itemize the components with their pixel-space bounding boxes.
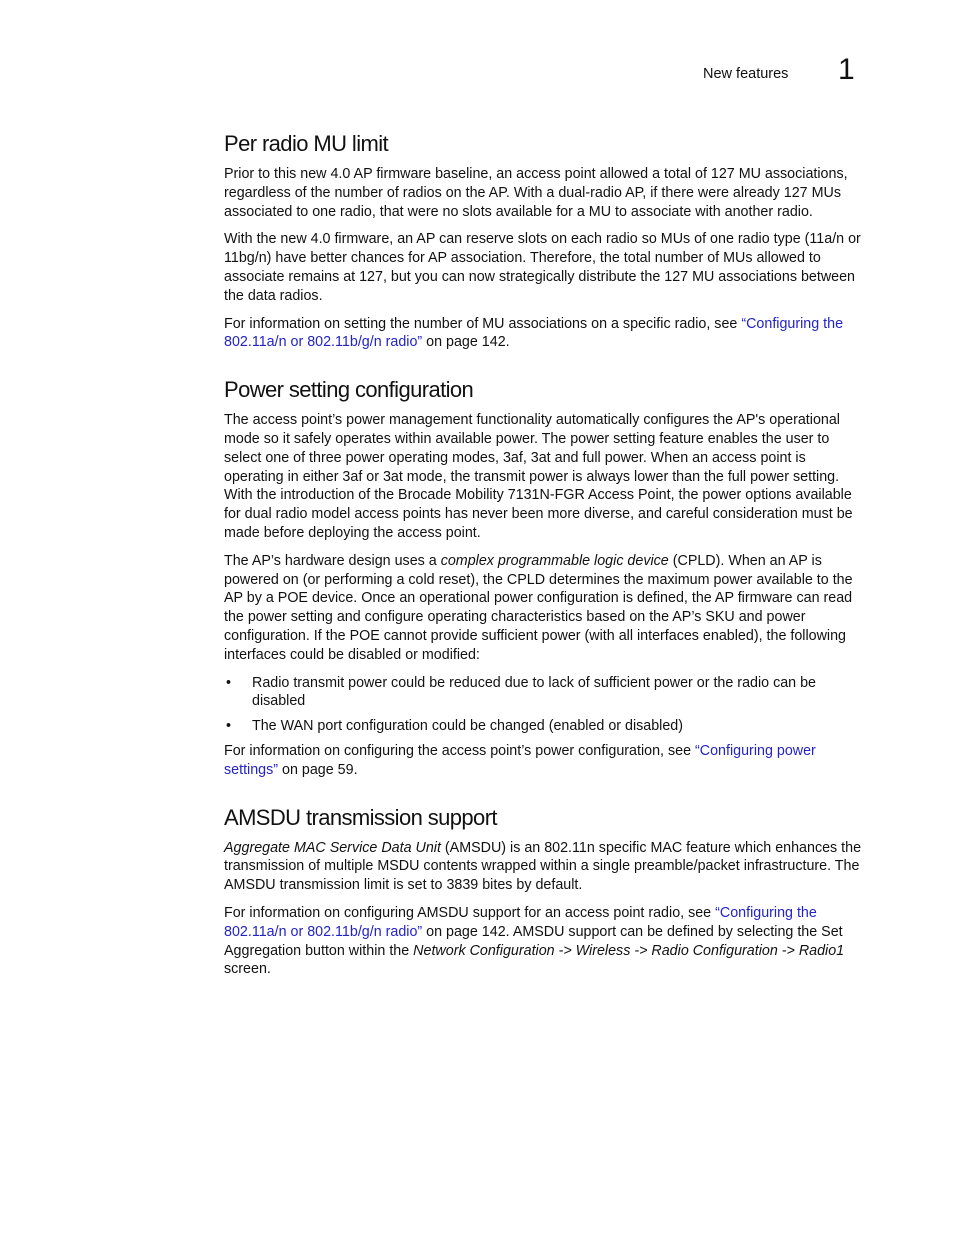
text-run: on page 142. AMSDU support can be defined by selecting the Set Aggregation button within the: [224, 923, 843, 959]
paragraph: With the new 4.0 firmware, an AP can reserve slots on each radio so MUs of one radio type (11a/n or 11bg/n) have better chances for AP association. Therefore, the total number of MUs allowed to associate remains at 127, but you can now strategically distribute the 127 MU associations between the data radios.: [224, 231, 861, 304]
text-run: For information on configuring AMSDU support for an access point radio, see: [224, 904, 716, 921]
text-run: (CPLD). When an AP is powered on (or performing a cold reset), the CPLD determines the maximum power available to the AP by a POE device. Once an operational power configuration is defined, the AP firmware can read the power setting and configure operating characteristics based on the AP’s SKU and power configuration. If the POE cannot provide sufficient power (with all interfaces enabled), the following interfaces could be disabled or modified:: [224, 552, 853, 663]
paragraph: [224, 904, 869, 979]
cross-reference-link[interactable]: “Configuring the 802.11a/n or 802.11b/g/n radio”: [224, 315, 844, 351]
bullet-icon: •: [226, 718, 232, 735]
section-title: Power setting configuration: [224, 377, 474, 403]
list-item: [224, 717, 869, 736]
section-amsdu-transmission-support: [224, 803, 869, 980]
paragraph: [224, 552, 869, 665]
text-run: on page 142.: [422, 334, 510, 351]
emphasis-text: Network Configuration -> Wireless -> Radio Configuration -> Radio1: [413, 942, 845, 959]
section-title: AMSDU transmission support: [224, 804, 497, 830]
text-run: screen.: [224, 961, 271, 978]
paragraph: [224, 839, 869, 895]
text-run: (AMSDU) is an 802.11n specific MAC feature which enhances the transmission of multiple MSDU contents wrapped within a single preamble/packet infrastructure. The AMSDU transmission limit is set to 3839 bites by default.: [224, 839, 862, 894]
section-per-radio-mu-limit: [224, 129, 869, 352]
cross-reference-link[interactable]: “Configuring the 802.11a/n or 802.11b/g/n radio”: [224, 904, 817, 940]
list-item-text: The WAN port configuration could be changed (enabled or disabled): [252, 718, 684, 735]
text-run: on page 59.: [278, 761, 358, 778]
page-content: [224, 129, 869, 1002]
text-run: For information on configuring the access point’s power configuration, see: [224, 742, 696, 759]
chapter-number: 1: [838, 53, 855, 86]
emphasis-text: Aggregate MAC Service Data Unit: [224, 839, 441, 856]
section-power-setting-configuration: [224, 375, 869, 779]
list-item: [224, 674, 869, 712]
text-run: For information on setting the number of MU associations on a specific radio, see: [224, 315, 742, 332]
section-title: Per radio MU limit: [224, 131, 389, 156]
paragraph: [224, 742, 869, 780]
paragraph: The access point’s power management functionality automatically configures the AP's operational mode so it safely operates within available power. The power setting feature enables the user to select one of three power operating modes, 3af, 3at and full power. When an access point is operating in either 3af or 3at mode, the transmit power is always lower than the full power setting. With the introduction of the Brocade Mobility 7131N-FGR Access Point, the power options available for dual radio model access points has never been more diverse, and careful consideration must be made before deploying the access point.: [224, 412, 853, 541]
list-item-text: Radio transmit power could be reduced due to lack of sufficient power or the radio can be disabled: [252, 674, 816, 710]
bullet-icon: •: [226, 674, 232, 691]
text-run: The AP’s hardware design uses a: [224, 552, 441, 569]
emphasis-text: complex programmable logic device: [440, 552, 669, 569]
paragraph: [224, 315, 869, 353]
cross-reference-link[interactable]: “Configuring power settings”: [224, 742, 816, 778]
bullet-list: [224, 674, 869, 736]
paragraph: Prior to this new 4.0 AP firmware baseline, an access point allowed a total of 127 MU associations, regardless of the number of radios on the AP. With a dual-radio AP, if there were already 127 MUs associated to one radio, that were no slots available for a MU to associate with another radio.: [224, 166, 848, 220]
running-header: New features: [703, 66, 789, 82]
